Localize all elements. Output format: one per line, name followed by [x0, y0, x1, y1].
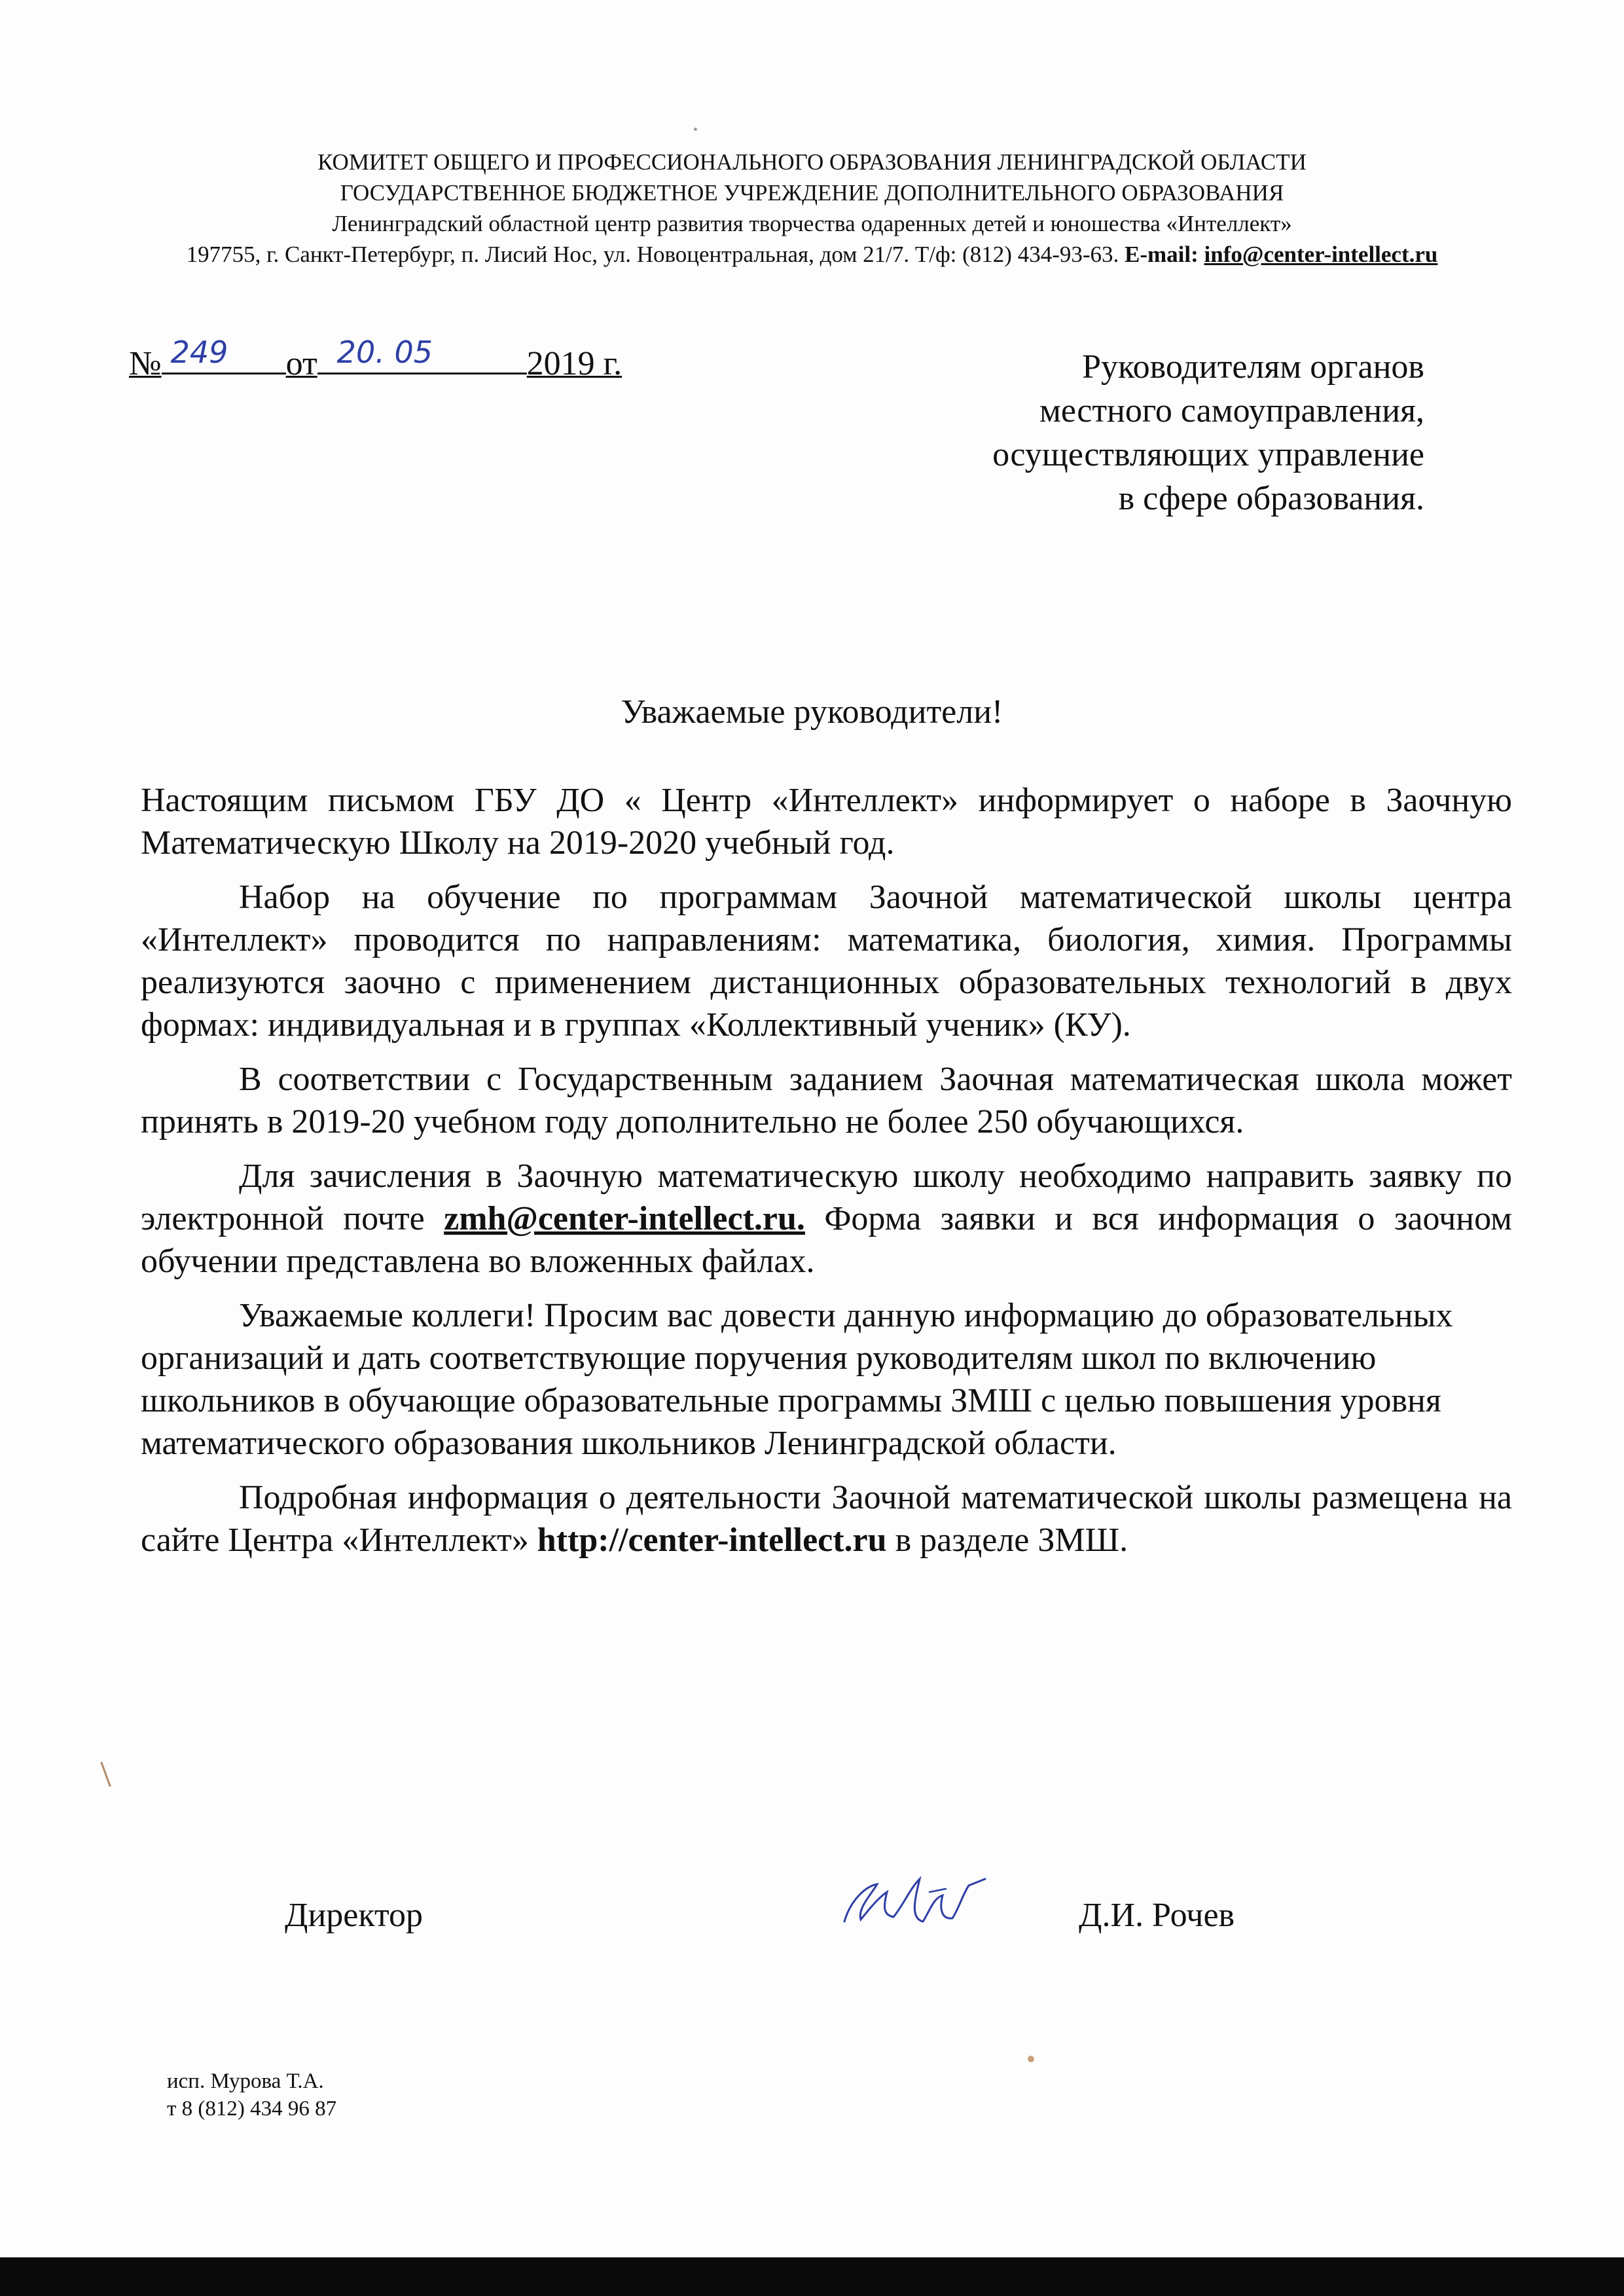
executor-block — [167, 2068, 336, 2123]
application-text: Для зачисления в Заочную математическую школу необходимо направить заявку по электронной почте — [141, 1157, 1512, 1237]
website-section-text: в разделе ЗМШ. — [895, 1522, 1128, 1559]
registration-line — [129, 337, 622, 383]
executor-name: исп. Мурова Т.А. — [167, 2069, 324, 2093]
scan-speck — [694, 128, 697, 131]
letterhead-center-name: Ленинградский областной центр развития творчества одаренных детей и юношества «Интеллект» — [332, 211, 1292, 236]
addressee-line: Руководителям органов — [1082, 348, 1424, 386]
letterhead-institution: ГОСУДАРСТВЕННОЕ БЮДЖЕТНОЕ УЧРЕЖДЕНИЕ ДОПОЛНИТЕЛЬНОГО ОБРАЗОВАНИЯ — [340, 180, 1284, 206]
letterhead-email-link[interactable]: info@center-intellect.ru — [1204, 242, 1438, 267]
salutation: Уважаемые руководители! — [621, 693, 1003, 731]
signature-icon — [831, 1859, 1001, 1944]
addressee-line: осуществляющих управление — [992, 436, 1424, 473]
email-label: E-mail: — [1125, 242, 1199, 267]
website-link[interactable]: http://center-intellect.ru — [537, 1522, 887, 1559]
paragraph-website — [141, 1476, 1512, 1561]
handwritten-date: 20. 05 — [336, 335, 433, 370]
letter-body — [141, 779, 1512, 1573]
paragraph-intro: Настоящим письмом ГБУ ДО « Центр «Интеллект» информирует о наборе в Заочную Математическую Школу на 2019-2020 учебный год. — [141, 782, 1512, 862]
paragraph-application — [141, 1155, 1512, 1283]
director-name: Д.И. Рочев — [1079, 1897, 1235, 1934]
addressee-block — [992, 345, 1424, 520]
executor-phone: т 8 (812) 434 96 87 — [167, 2097, 337, 2121]
addressee-line: в сфере образования. — [1118, 480, 1424, 517]
number-blank — [162, 337, 286, 374]
scan-bottom-border — [0, 2257, 1624, 2296]
director-title: Директор — [285, 1897, 423, 1934]
date-blank — [317, 337, 527, 374]
paragraph-request: Уважаемые коллеги! Просим вас довести данную информацию до образовательных организаций и дать соответствующие поручения руководителям школ по включению школьников в обучающие образовательные программы ЗМШ с целью повышения уровня математического образования школьников Ленинградской области. — [141, 1297, 1453, 1462]
scan-scratch — [100, 1762, 111, 1787]
letterhead-address: 197755, г. Санкт-Петербург, п. Лисий Нос, ул. Новоцентральная, дом 21/7. Т/ф: (812) 434-93-63. — [186, 242, 1119, 267]
letterhead-contacts — [0, 239, 1624, 270]
addressee-line: местного самоуправления, — [1039, 392, 1424, 429]
scan-speck — [1028, 2056, 1034, 2062]
handwritten-number: 249 — [170, 335, 228, 370]
paragraph-quota: В соответствии с Государственным заданием Заочная математическая школа может принять в 2019-20 учебном году дополнительно не более 250 обучающихся. — [141, 1061, 1512, 1140]
date-label: от — [285, 345, 317, 382]
application-form-text: Форма заявки и вся информация о заочном обучении представлена во вложенных файлах. — [141, 1200, 1513, 1280]
number-label: № — [129, 345, 162, 382]
application-email-link[interactable]: zmh@center-intellect.ru. — [444, 1200, 805, 1237]
paragraph-enrollment: Набор на обучение по программам Заочной математической школы центра «Интеллект» проводится по направлениям: математика, биология, химия. Программы реализуются заочно с применением дистанционных образовательных технологий в двух формах: индивидуальная и в группах «Коллективный ученик» (КУ). — [141, 879, 1512, 1044]
letterhead — [0, 147, 1624, 270]
website-text: Подробная информация о деятельности Заочной математической школы размещена на сайте Центра «Интеллект» — [141, 1479, 1512, 1559]
letterhead-committee: КОМИТЕТ ОБЩЕГО И ПРОФЕССИОНАЛЬНОГО ОБРАЗОВАНИЯ ЛЕНИНГРАДСКОЙ ОБЛАСТИ — [317, 149, 1307, 175]
year-suffix: 2019 г. — [526, 345, 623, 382]
